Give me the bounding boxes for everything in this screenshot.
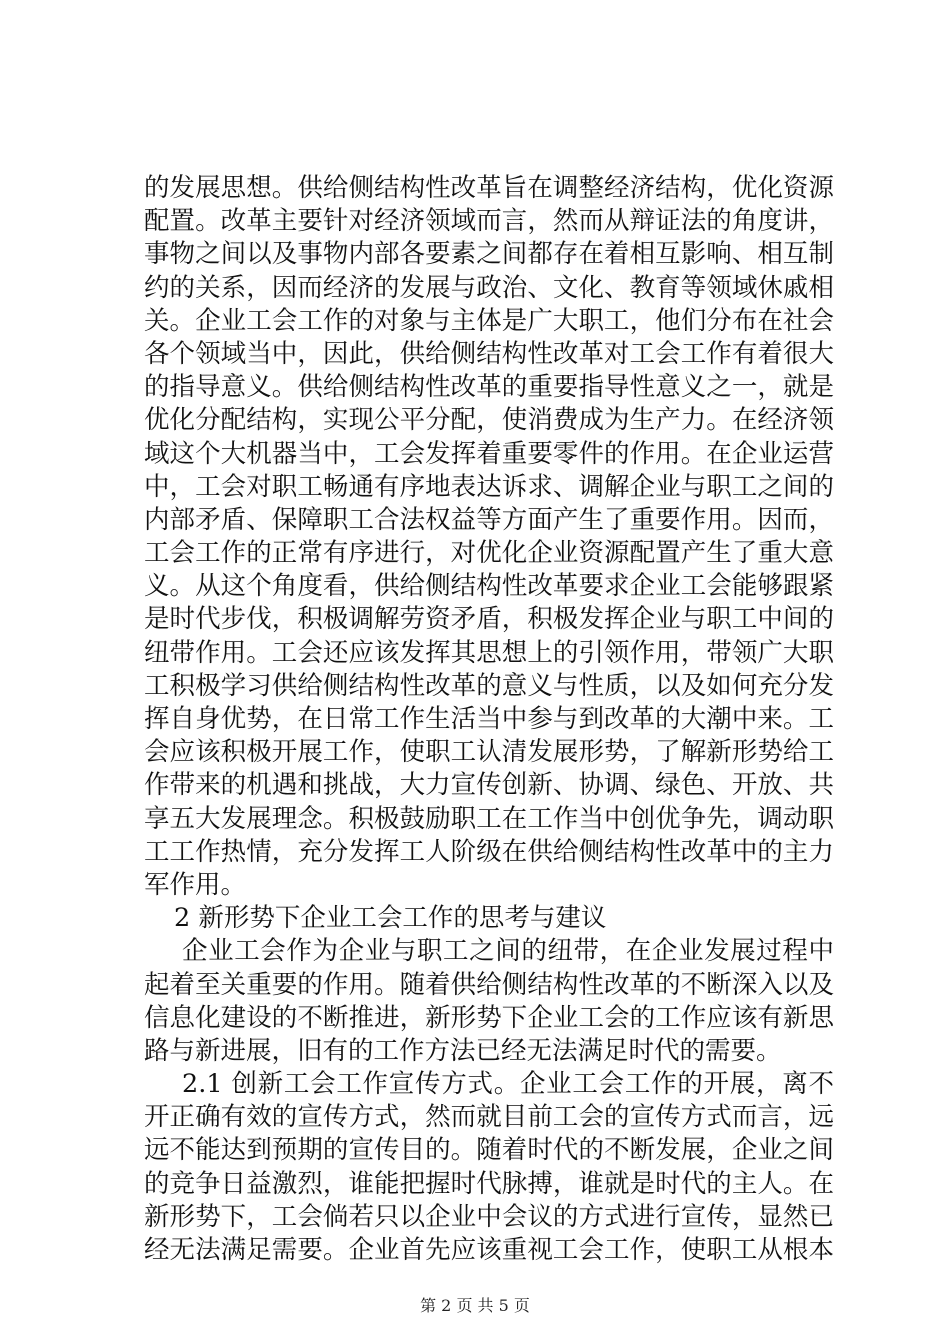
text-line: 中，工会对职工畅通有序地表达诉求、调解企业与职工之间的 xyxy=(144,471,834,502)
text-line: 工会工作的正常有序进行，对优化企业资源配置产生了重大意 xyxy=(144,538,834,569)
text-line: 优化分配结构，实现公平分配，使消费成为生产力。在经济领 xyxy=(144,405,834,436)
text-line: 约的关系，因而经济的发展与政治、文化、教育等领域休戚相 xyxy=(144,272,834,303)
section-heading: 2 新形势下企业工会工作的思考与建议 xyxy=(174,903,607,934)
text-line: 企业工会作为企业与职工之间的纽带，在企业发展过程中 xyxy=(182,936,834,967)
text-line: 路与新进展，旧有的工作方法已经无法满足时代的需要。 xyxy=(144,1035,782,1066)
text-line: 信息化建设的不断推进，新形势下企业工会的工作应该有新思 xyxy=(144,1002,834,1033)
text-line: 作带来的机遇和挑战，大力宣传创新、协调、绿色、开放、共 xyxy=(144,770,834,801)
text-line: 关。企业工会工作的对象与主体是广大职工，他们分布在社会 xyxy=(144,305,834,336)
text-line: 远不能达到预期的宣传目的。随着时代的不断发展，企业之间 xyxy=(144,1135,834,1166)
text-line: 会应该积极开展工作，使职工认清发展形势，了解新形势给工 xyxy=(144,737,834,768)
page-number: 第 2 页 共 5 页 xyxy=(420,1296,530,1315)
text-line: 工工作热情，充分发挥工人阶级在供给侧结构性改革中的主力 xyxy=(144,836,834,867)
body-text xyxy=(144,172,834,1267)
text-line: 经无法满足需要。企业首先应该重视工会工作，使职工从根本 xyxy=(144,1235,834,1265)
text-line: 各个领域当中，因此，供给侧结构性改革对工会工作有着很大 xyxy=(144,338,834,369)
text-line: 域这个大机器当中，工会发挥着重要零件的作用。在企业运营 xyxy=(144,438,834,469)
text-line: 配置。改革主要针对经济领域而言，然而从辩证法的角度讲， xyxy=(144,206,834,237)
text-line: 新形势下，工会倘若只以企业中会议的方式进行宣传，显然已 xyxy=(144,1201,834,1232)
text-line: 的指导意义。供给侧结构性改革的重要指导性意义之一，就是 xyxy=(144,372,834,403)
text-line: 纽带作用。工会还应该发挥其思想上的引领作用，带领广大职 xyxy=(144,637,834,668)
text-line: 的竞争日益激烈，谁能把握时代脉搏，谁就是时代的主人。在 xyxy=(144,1168,834,1199)
text-line: 享五大发展理念。积极鼓励职工在工作当中创优争先，调动职 xyxy=(144,803,834,834)
text-line: 开正确有效的宣传方式，然而就目前工会的宣传方式而言，远 xyxy=(144,1102,834,1133)
text-line: 军作用。 xyxy=(144,869,247,900)
text-line: 挥自身优势，在日常工作生活当中参与到改革的大潮中来。工 xyxy=(144,704,834,734)
text-line: 义。从这个角度看，供给侧结构性改革要求企业工会能够跟紧 xyxy=(144,571,834,602)
text-line: 事物之间以及事物内部各要素之间都存在着相互影响、相互制 xyxy=(144,239,834,270)
text-line: 是时代步伐，积极调解劳资矛盾，积极发挥企业与职工中间的 xyxy=(144,604,834,635)
text-line: 起着至关重要的作用。随着供给侧结构性改革的不断深入以及 xyxy=(144,969,834,1000)
text-line: 内部矛盾、保障职工合法权益等方面产生了重要作用。因而， xyxy=(144,504,834,535)
text-line: 的发展思想。供给侧结构性改革旨在调整经济结构，优化资源 xyxy=(144,173,834,203)
text-line: 工积极学习供给侧结构性改革的意义与性质，以及如何充分发 xyxy=(144,670,834,701)
subsection-line: 2.1 创新工会工作宣传方式。企业工会工作的开展，离不 xyxy=(182,1069,834,1100)
